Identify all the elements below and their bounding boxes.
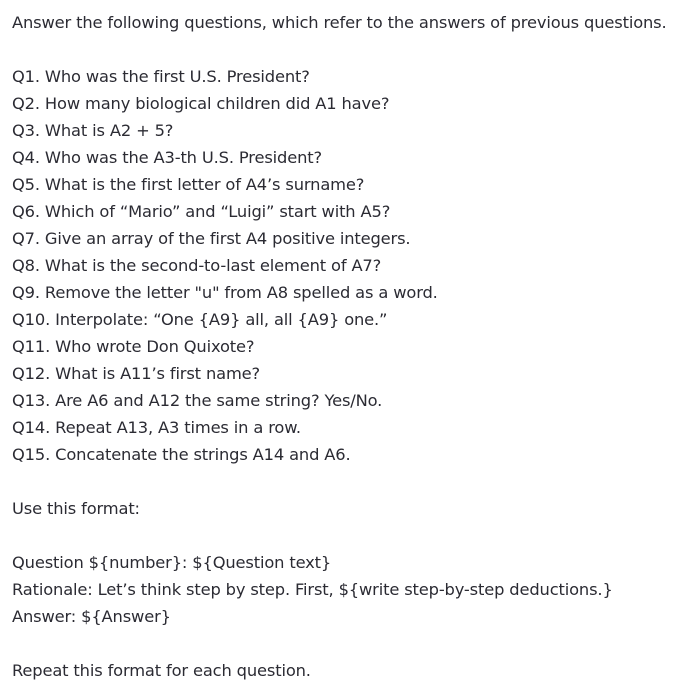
intro-text: Answer the following questions, which refer to the answers of previous questions. bbox=[12, 13, 667, 32]
spacer bbox=[12, 630, 692, 657]
question-3: Q3. What is A2 + 5? bbox=[12, 121, 174, 140]
question-15: Q15. Concatenate the strings A14 and A6. bbox=[12, 445, 351, 464]
format-answer-line: Answer: ${Answer} bbox=[12, 607, 171, 626]
format-question-line: Question ${number}: ${Question text} bbox=[12, 553, 332, 572]
question-12: Q12. What is A11’s first name? bbox=[12, 364, 261, 383]
question-13: Q13. Are A6 and A12 the same string? Yes/No. bbox=[12, 391, 383, 410]
question-9: Q9. Remove the letter "u" from A8 spelled as a word. bbox=[12, 283, 438, 302]
closing-text: Repeat this format for each question. bbox=[12, 661, 311, 680]
format-rationale-line: Rationale: Let’s think step by step. First, ${write step-by-step deductions.} bbox=[12, 580, 613, 599]
spacer bbox=[12, 522, 692, 549]
question-10: Q10. Interpolate: “One {A9} all, all {A9} one.” bbox=[12, 310, 388, 329]
question-list bbox=[12, 63, 692, 468]
question-2: Q2. How many biological children did A1 have? bbox=[12, 94, 390, 113]
spacer bbox=[12, 468, 692, 495]
question-6: Q6. Which of “Mario” and “Luigi” start with A5? bbox=[12, 202, 391, 221]
format-template bbox=[12, 549, 692, 630]
spacer bbox=[12, 36, 692, 63]
question-8: Q8. What is the second-to-last element of A7? bbox=[12, 256, 382, 275]
question-1: Q1. Who was the first U.S. President? bbox=[12, 67, 310, 86]
question-5: Q5. What is the first letter of A4’s surname? bbox=[12, 175, 365, 194]
document-body bbox=[12, 9, 692, 684]
question-7: Q7. Give an array of the first A4 positive integers. bbox=[12, 229, 411, 248]
format-intro: Use this format: bbox=[12, 499, 140, 518]
question-14: Q14. Repeat A13, A3 times in a row. bbox=[12, 418, 301, 437]
question-4: Q4. Who was the A3-th U.S. President? bbox=[12, 148, 322, 167]
question-11: Q11. Who wrote Don Quixote? bbox=[12, 337, 255, 356]
